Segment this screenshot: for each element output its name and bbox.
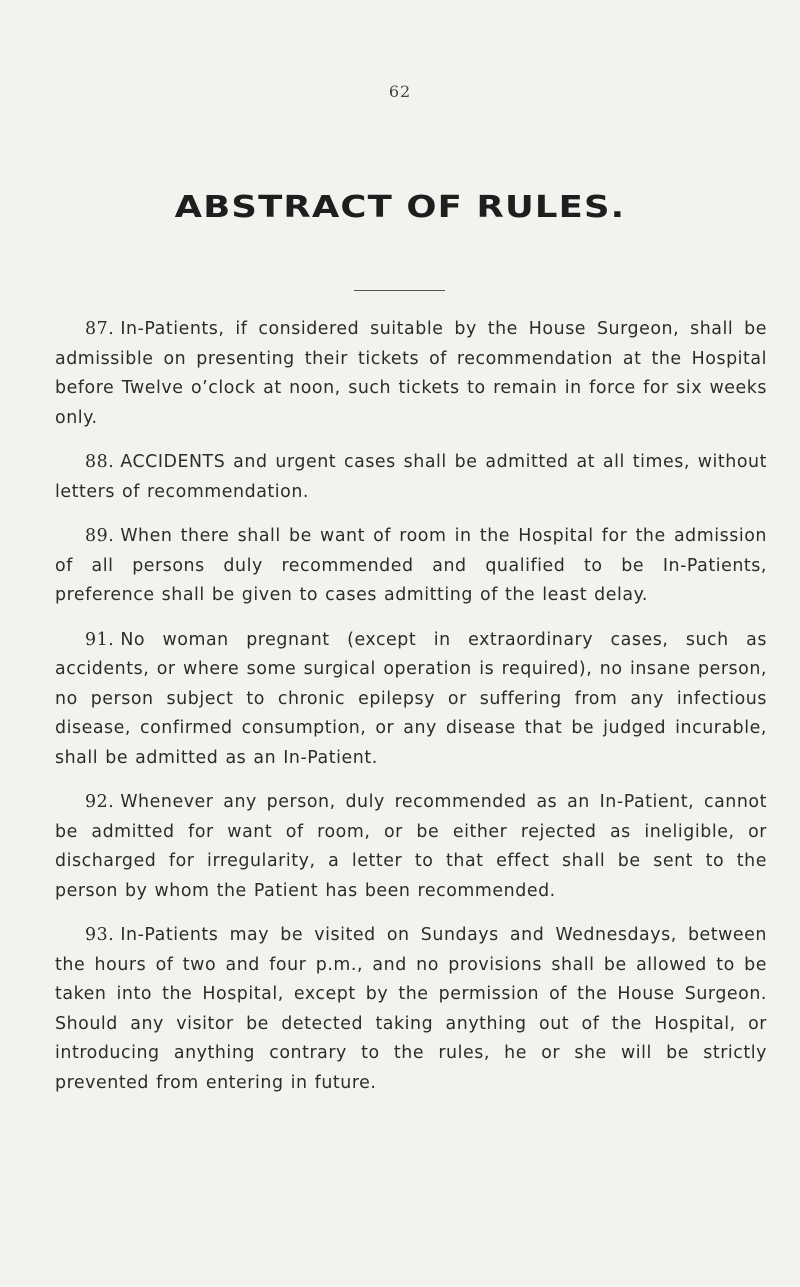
rule-text: No woman pregnant (except in extraordinary cases, such as accidents, or where some surgical operation is required), no insane person, no person subject to chronic epilepsy or suffering from any infectious disease, confirmed consumption, or any disease that be judged incurable, shall be admitted as an In-Patient. (55, 629, 767, 768)
rule-93 (55, 921, 767, 1098)
rule-91 (55, 626, 767, 774)
rule-number: 89. (85, 526, 115, 546)
rule-number: 91. (85, 629, 115, 650)
title-divider (354, 290, 445, 291)
rule-text: ACCIDENTS and urgent cases shall be admitted at all times, without letters of recommendation. (55, 452, 767, 502)
rule-89 (55, 522, 767, 611)
rule-text: Whenever any person, duly recommended as an In-Patient, cannot be admitted for want of room, or be either rejected as ineligible, or discharged for irregularity, a letter to that effect shall be sent to the person by whom the Patient has been recommended. (55, 792, 767, 901)
rule-text: In-Patients, if considered suitable by the House Surgeon, shall be admissible on presenting their tickets of recommendation at the Hospital before Twelve o’clock at noon, such tickets to remain in force for six weeks only. (55, 319, 767, 428)
rule-92 (55, 788, 767, 906)
rule-number: 88. (85, 452, 115, 472)
page-number: 62 (388, 82, 412, 101)
rules-list (55, 315, 767, 1098)
rule-number: 87. (85, 319, 115, 339)
rule-number: 92. (85, 792, 115, 812)
rule-87 (55, 315, 767, 433)
rule-text: In-Patients may be visited on Sundays and Wednesdays, between the hours of two and four p.m., and no provisions shall be allowed to be taken into the Hospital, except by the permission of the House Surgeon. Should any visitor be detected taking anything out of the Hospital, or introducing anything contrary to the rules, he or she will be strictly prevented from entering in future. (55, 925, 767, 1093)
rule-88 (55, 448, 767, 507)
page-title: ABSTRACT OF RULES. (174, 190, 626, 225)
rule-text: When there shall be want of room in the Hospital for the admission of all persons duly recommended and qualified to be In-Patients, preference shall be given to cases admitting of the least delay. (55, 526, 767, 605)
rule-number: 93. (85, 925, 115, 945)
